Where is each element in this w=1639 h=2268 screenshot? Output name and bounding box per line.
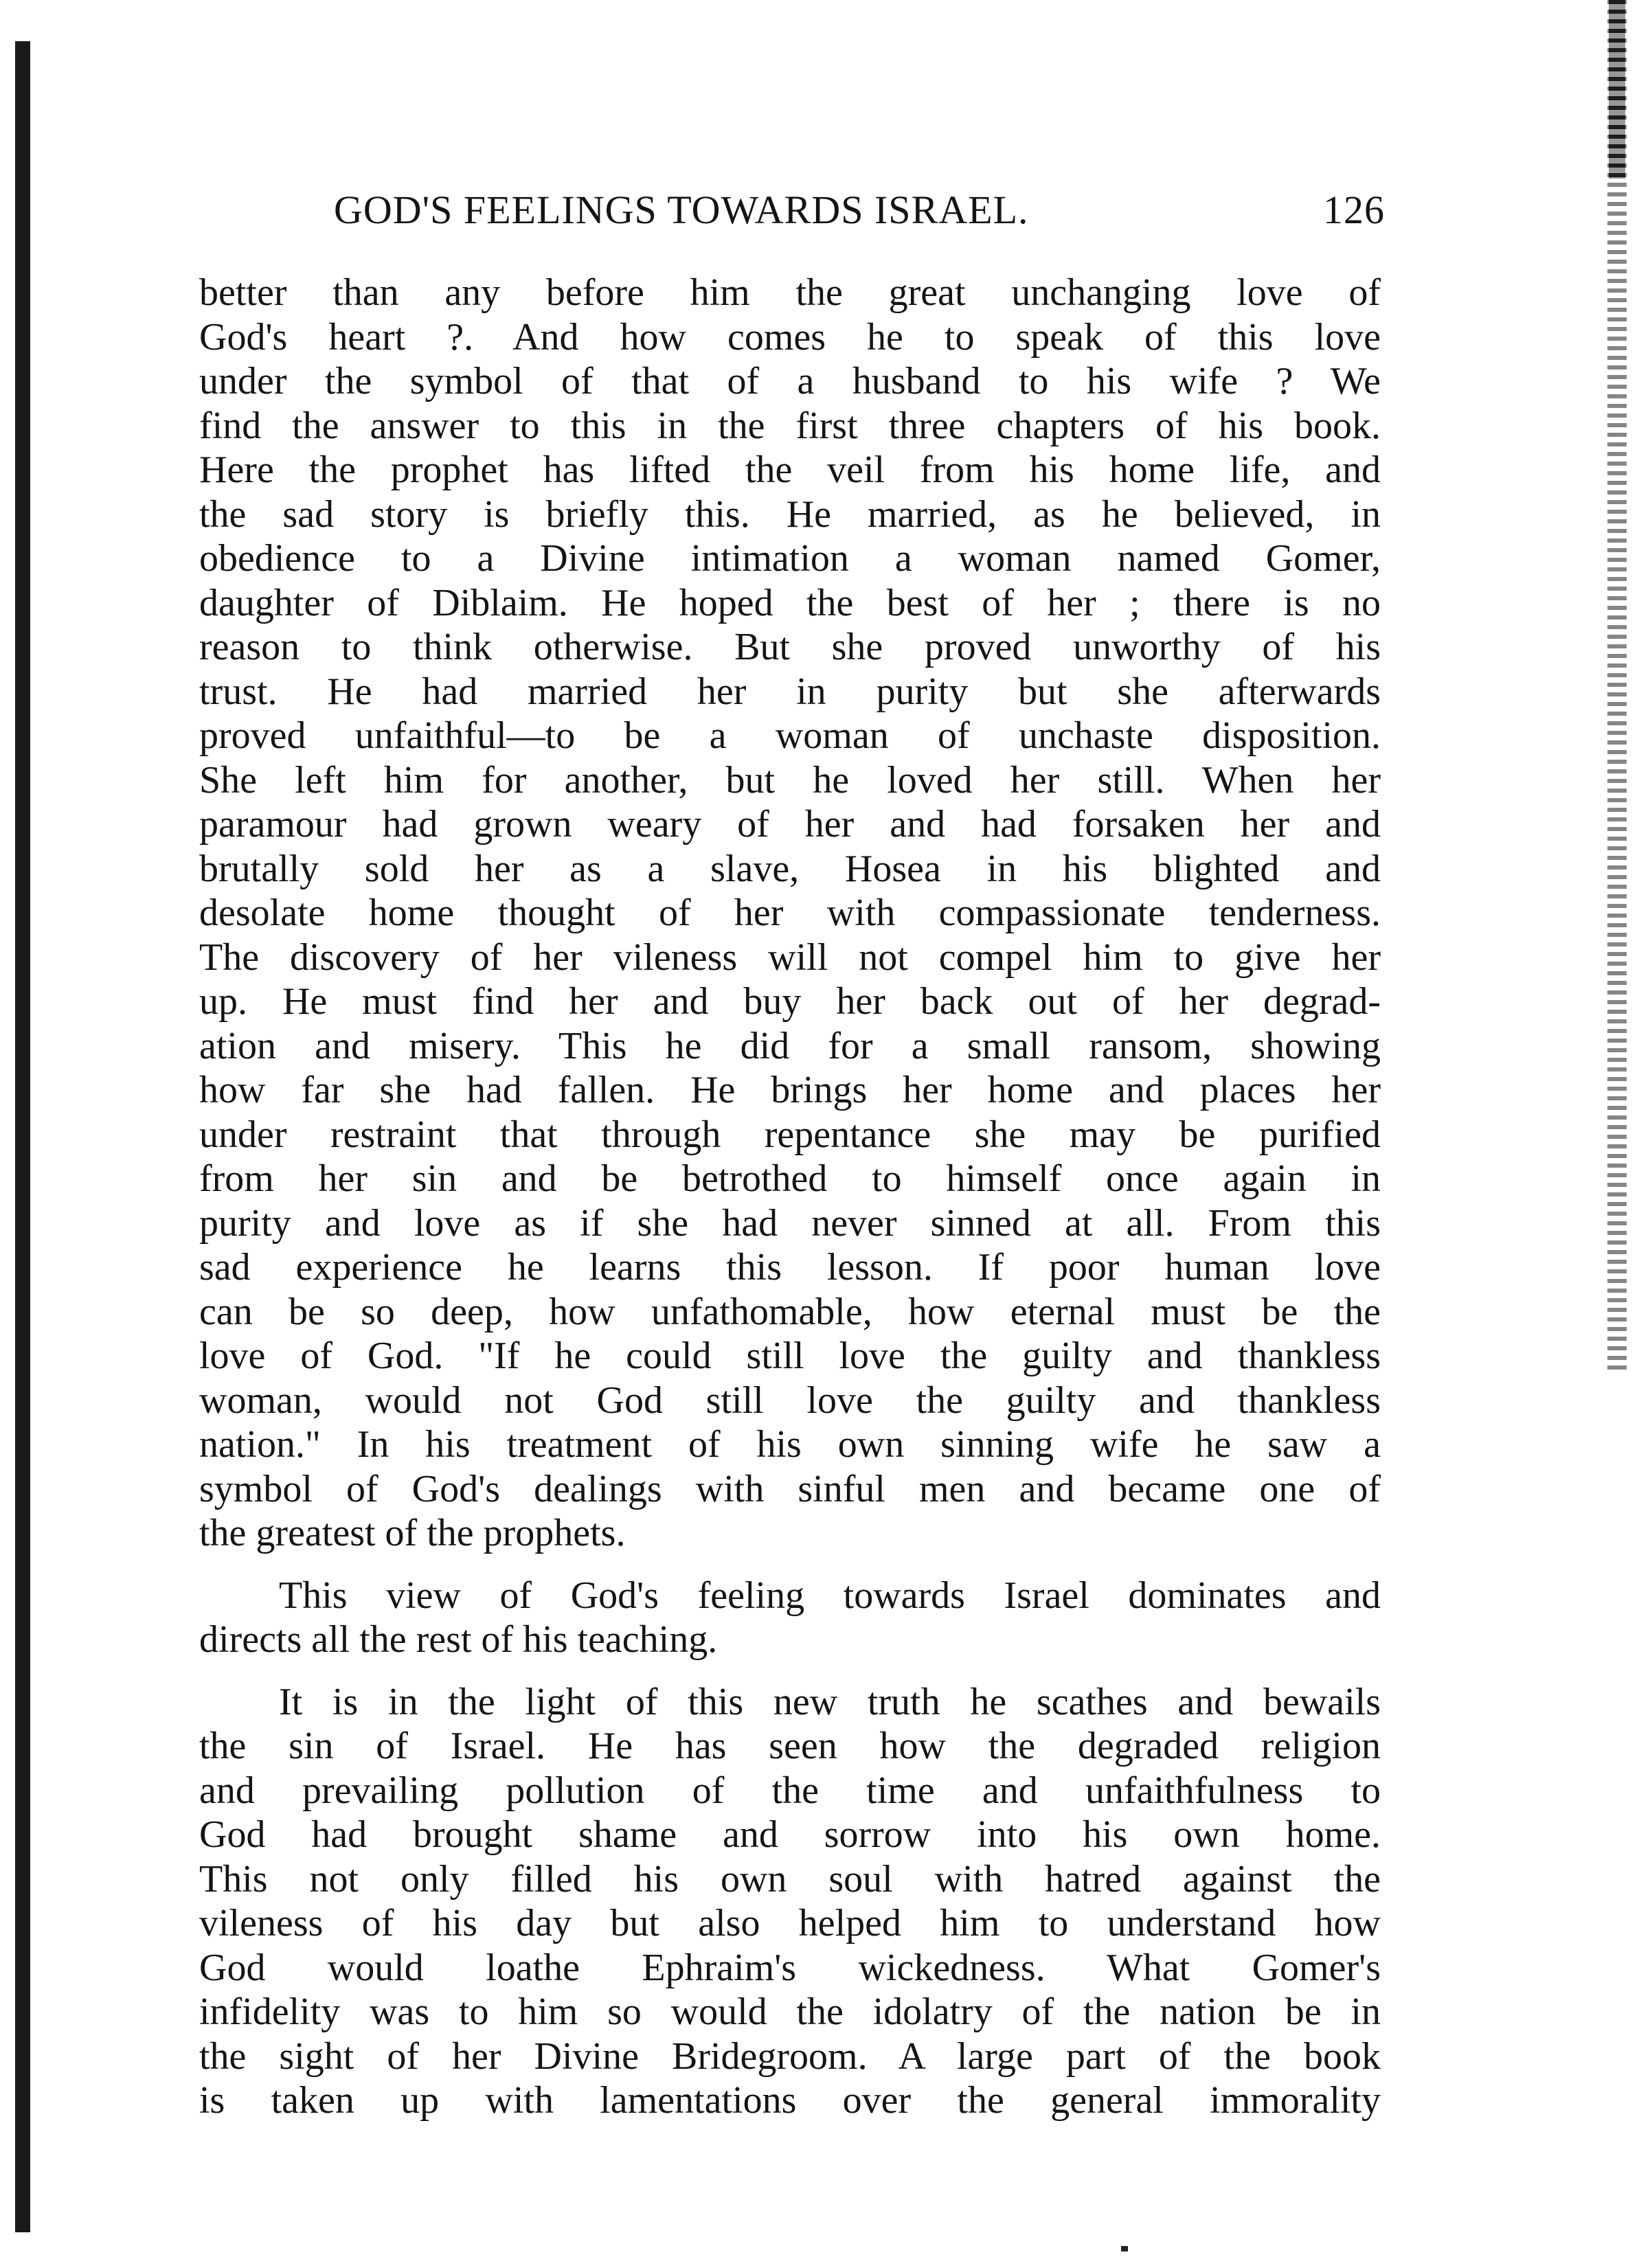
text-line: daughter of Diblaim. He hoped the best of her ; there is no xyxy=(199,581,1381,624)
running-header-title: GOD'S FEELINGS TOWARDS ISRAEL. xyxy=(334,188,1029,232)
text-line: the sad story is briefly this. He married, as he believed, in xyxy=(199,492,1381,536)
paragraph-3 xyxy=(199,1680,1381,2123)
text-line: The discovery of her vileness will not compel him to give her xyxy=(199,935,1381,979)
text-line: Here the prophet has lifted the veil from his home life, and xyxy=(199,449,1381,491)
text-line: paramour had grown weary of her and had forsaken her and xyxy=(199,803,1381,846)
text-line: It is in the light of this new truth he scathes and bewails xyxy=(279,1680,1381,1723)
text-line: the greatest of the prophets. xyxy=(199,1512,626,1554)
text-line: up. He must find her and buy her back out of her degrad- xyxy=(199,980,1381,1023)
text-line: This view of God's feeling towards Israel dominates and xyxy=(279,1574,1381,1617)
text-line: find the answer to this in the first three chapters of his book. xyxy=(199,404,1381,447)
text-line: from her sin and be betrothed to himself once again in xyxy=(199,1157,1381,1200)
text-line: reason to think otherwise. But she proved unworthy of his xyxy=(199,626,1381,668)
text-line: better than any before him the great unchanging love of xyxy=(199,271,1381,314)
text-line: symbol of God's dealings with sinful men and became one of xyxy=(199,1467,1381,1510)
body-text xyxy=(199,271,1381,2123)
text-line: desolate home thought of her with compassionate tenderness. xyxy=(199,892,1381,934)
text-line: and prevailing pollution of the time and unfaithfulness to xyxy=(199,1769,1381,1812)
text-line: love of God. "If he could still love the guilty and thankless xyxy=(199,1335,1381,1377)
text-line: purity and love as if she had never sinned at all. From this xyxy=(199,1201,1381,1245)
text-line: infidelity was to him so would the idolatry of the nation be in xyxy=(199,1991,1381,2033)
text-line: vileness of his day but also helped him to understand how xyxy=(199,1902,1381,1944)
text-line: obedience to a Divine intimation a woman named Gomer, xyxy=(199,537,1381,580)
text-line: the sin of Israel. He has seen how the degraded religion xyxy=(199,1725,1381,1767)
paragraph-2 xyxy=(199,1574,1381,1662)
text-line: under the symbol of that of a husband to his wife ? We xyxy=(199,360,1381,402)
text-line: woman, would not God still love the guilty and thankless xyxy=(199,1379,1381,1422)
text-line: is taken up with lamentations over the general immorality xyxy=(199,2079,1381,2122)
text-line: directs all the rest of his teaching. xyxy=(199,1618,718,1661)
page-edge-shadow-left xyxy=(15,41,30,2232)
text-line: God had brought shame and sorrow into his own home. xyxy=(199,1813,1381,1856)
text-line: the sight of her Divine Bridegroom. A large part of the book xyxy=(199,2034,1381,2078)
text-line: God would loathe Ephraim's wickedness. What Gomer's xyxy=(199,1946,1381,1989)
text-line: under restraint that through repentance she may be purified xyxy=(199,1113,1381,1156)
text-line: She left him for another, but he loved her still. When her xyxy=(199,758,1381,802)
page-number: 126 xyxy=(1323,188,1385,232)
text-line: can be so deep, how unfathomable, how eternal must be the xyxy=(199,1290,1381,1333)
page-edge-shadow-right xyxy=(1607,0,1627,1374)
page-footer-mark xyxy=(1121,2246,1128,2252)
text-line: ation and misery. This he did for a small ransom, showing xyxy=(199,1024,1381,1067)
text-line: God's heart ?. And how comes he to speak of this love xyxy=(199,315,1381,359)
text-line: how far she had fallen. He brings her home and places her xyxy=(199,1069,1381,1111)
text-line: brutally sold her as a slave, Hosea in his blighted and xyxy=(199,847,1381,890)
text-line: sad experience he learns this lesson. If poor human love xyxy=(199,1246,1381,1289)
text-line: proved unfaithful—to be a woman of unchaste disposition. xyxy=(199,714,1381,757)
text-line: This not only filled his own soul with hatred against the xyxy=(199,1857,1381,1901)
running-header xyxy=(334,187,1385,242)
text-line: nation." In his treatment of his own sinning wife he saw a xyxy=(199,1423,1381,1466)
paragraph-1 xyxy=(199,271,1381,1556)
text-line: trust. He had married her in purity but she afterwards xyxy=(199,670,1381,713)
